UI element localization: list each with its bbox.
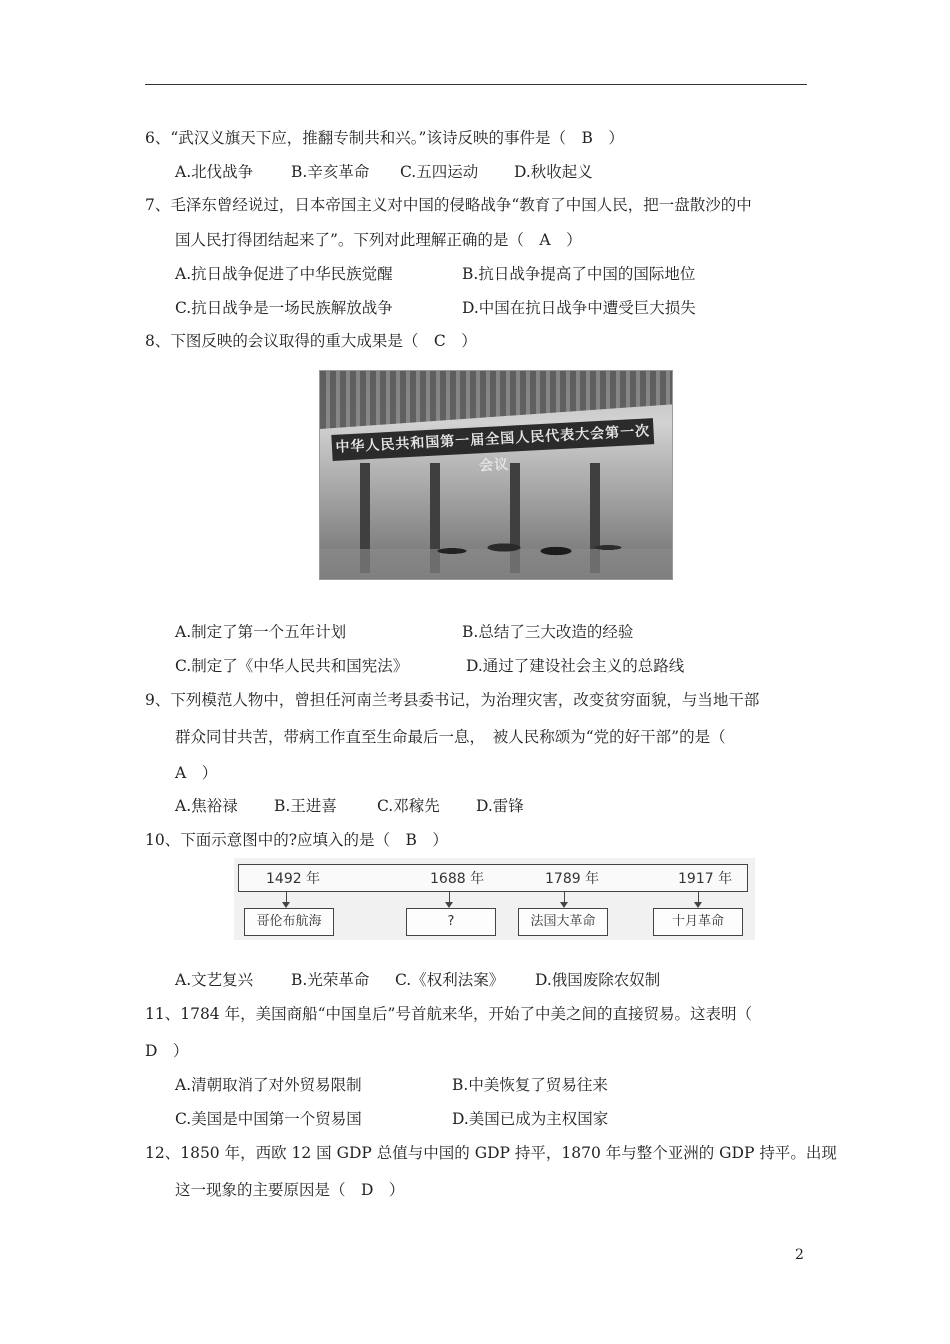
- photo-crowd: [400, 509, 660, 579]
- q9-option-c: C.邓稼先: [377, 797, 440, 815]
- photo-banner: 中华人民共和国第一届全国人民代表大会第一次会议: [331, 418, 654, 461]
- q7-option-d: D.中国在抗日战争中遭受巨大损失: [462, 299, 696, 317]
- q11-option-d: D.美国已成为主权国家: [452, 1110, 609, 1128]
- timeline-event-unknown: ?: [406, 908, 496, 936]
- timeline-year: 1789 年: [545, 871, 600, 887]
- question-8-stem: 8、下图反映的会议取得的重大成果是（ C ）: [145, 332, 477, 350]
- page-number: 2: [795, 1247, 804, 1263]
- q6-option-c: C.五四运动: [400, 163, 479, 181]
- header-rule: [145, 84, 807, 85]
- question-11-stem-line1: 11、1784 年，美国商船“中国皇后”号首航来华，开始了中美之间的直接贸易。这表明（: [145, 1005, 752, 1023]
- q7-option-b: B.抗日战争提高了中国的国际地位: [462, 265, 696, 283]
- q10-option-c: C.《权利法案》: [395, 971, 505, 989]
- q8-option-b: B.总结了三大改造的经验: [462, 623, 634, 641]
- question-11-stem-line2: D ）: [145, 1042, 189, 1060]
- question-7-stem-line1: 7、毛泽东曾经说过，日本帝国主义对中国的侵略战争“教育了中国人民，把一盘散沙的中: [145, 196, 752, 214]
- q10-option-a: A.文艺复兴: [175, 971, 254, 989]
- history-timeline: [234, 858, 755, 940]
- question-7-stem-line2: 国人民打得团结起来了”。下列对此理解正确的是（ A ）: [175, 231, 582, 249]
- timeline-year: 1492 年: [266, 871, 321, 887]
- q9-option-d: D.雷锋: [476, 797, 524, 815]
- q8-option-d: D.通过了建设社会主义的总路线: [466, 657, 685, 675]
- question-12-stem-line1: 12、1850 年，西欧 12 国 GDP 总值与中国的 GDP 持平，1870 年与整个亚洲的 GDP 持平。出现: [145, 1144, 837, 1162]
- q7-option-a: A.抗日战争促进了中华民族觉醒: [175, 265, 393, 283]
- timeline-event: 十月革命: [653, 908, 743, 936]
- q7-option-c: C.抗日战争是一场民族解放战争: [175, 299, 393, 317]
- question-6-stem: 6、“武汉义旗天下应，推翻专制共和兴。”该诗反映的事件是（ B ）: [145, 129, 624, 147]
- q9-option-b: B.王进喜: [274, 797, 337, 815]
- q8-option-c: C.制定了《中华人民共和国宪法》: [175, 657, 409, 675]
- timeline-event: 法国大革命: [518, 908, 608, 936]
- q10-option-b: B.光荣革命: [291, 971, 370, 989]
- q8-option-a: A.制定了第一个五年计划: [175, 623, 347, 641]
- q6-option-a: A.北伐战争: [175, 163, 254, 181]
- timeline-year: 1917 年: [678, 871, 733, 887]
- question-9-stem-line1: 9、下列模范人物中，曾担任河南兰考县委书记，为治理灾害，改变贫穷面貌，与当地干部: [145, 691, 760, 709]
- q6-option-b: B.辛亥革命: [291, 163, 370, 181]
- q10-option-d: D.俄国废除农奴制: [535, 971, 661, 989]
- question-10-stem: 10、下面示意图中的?应填入的是（ B ）: [145, 831, 448, 849]
- congress-photo: [319, 370, 673, 580]
- question-9-stem-line3: A ）: [175, 764, 218, 782]
- q11-option-b: B.中美恢复了贸易往来: [452, 1076, 608, 1094]
- question-12-stem-line2: 这一现象的主要原因是（ D ）: [175, 1181, 405, 1199]
- timeline-year: 1688 年: [430, 871, 485, 887]
- question-9-stem-line2: 群众同甘共苦，带病工作直至生命最后一息， 被人民称颂为“党的好干部”的是（: [175, 728, 726, 746]
- q11-option-a: A.清朝取消了对外贸易限制: [175, 1076, 362, 1094]
- q9-option-a: A.焦裕禄: [175, 797, 238, 815]
- q6-option-d: D.秋收起义: [514, 163, 593, 181]
- timeline-event: 哥伦布航海: [244, 908, 334, 936]
- q11-option-c: C.美国是中国第一个贸易国: [175, 1110, 362, 1128]
